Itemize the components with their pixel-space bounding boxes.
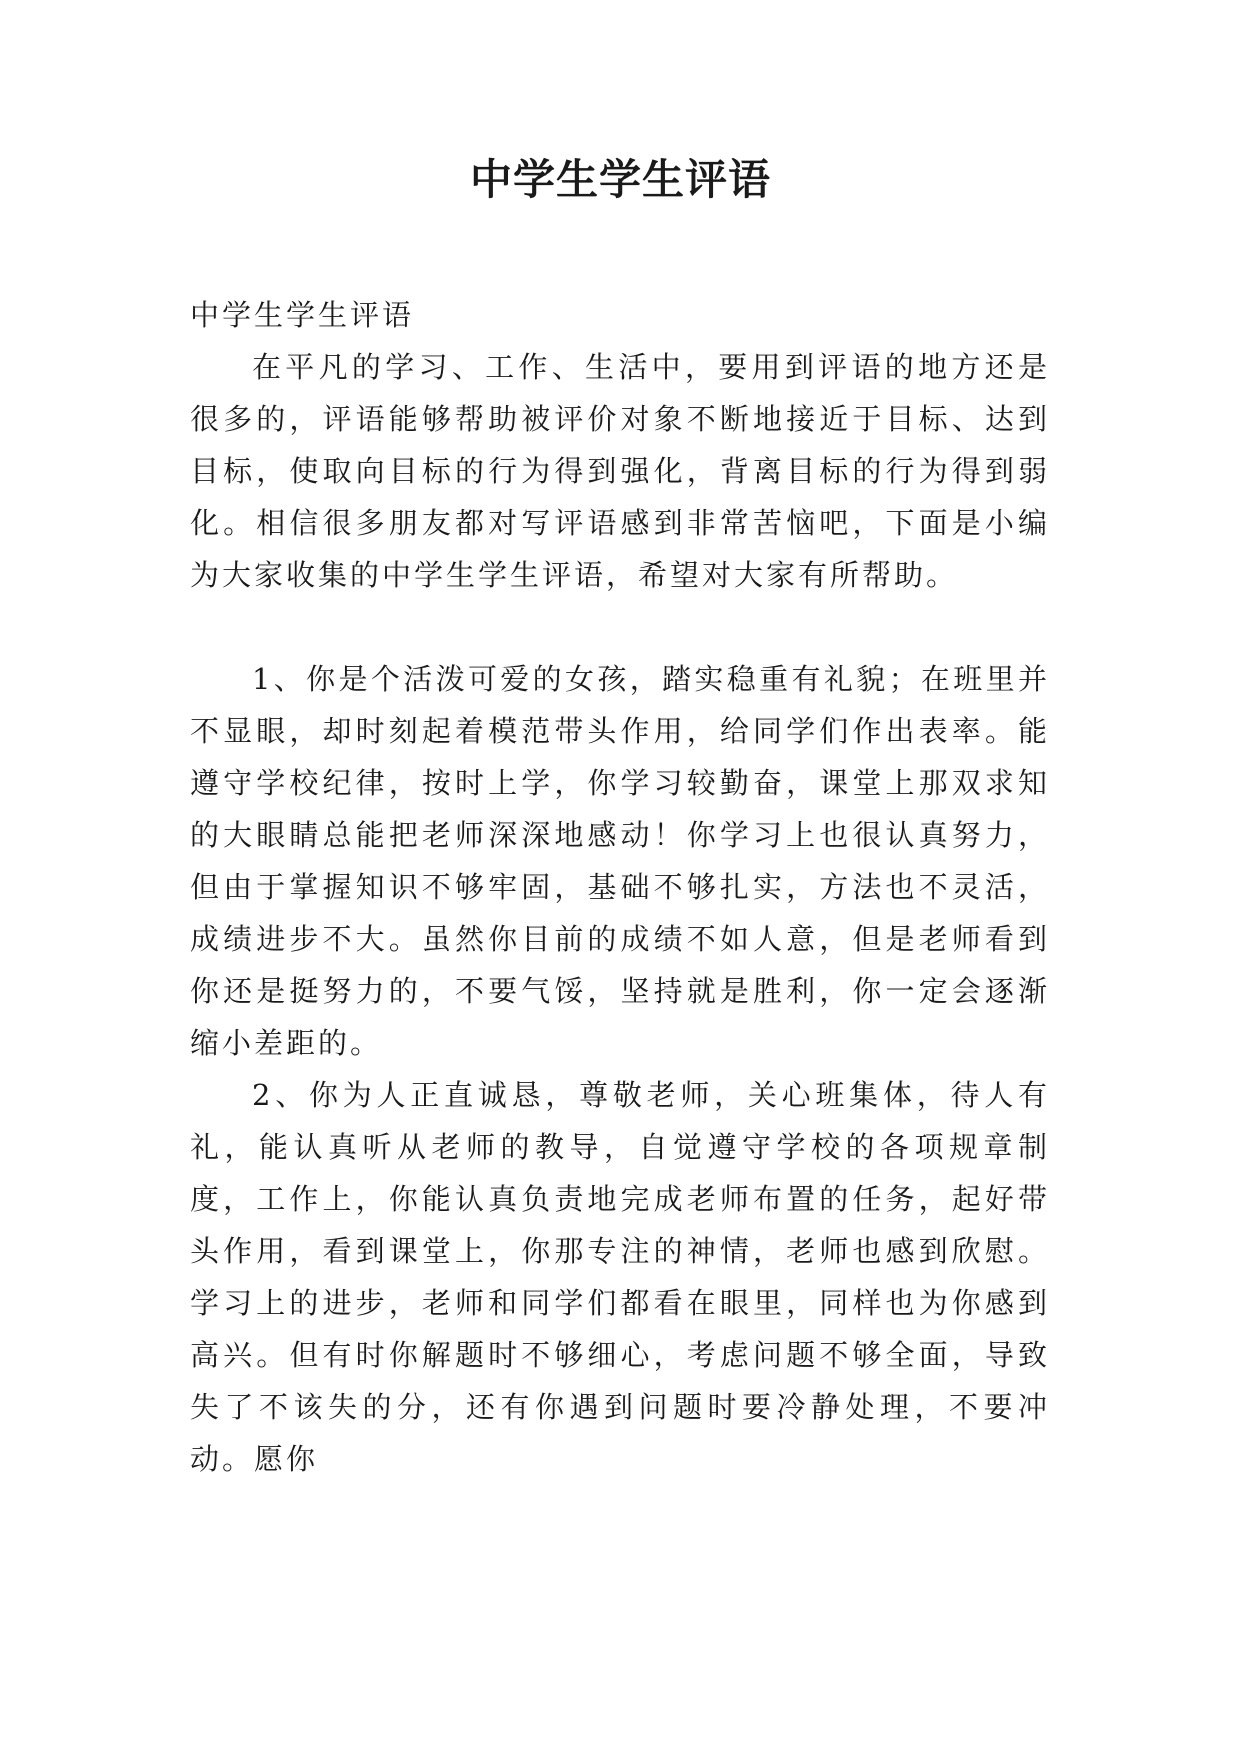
document-title: 中学生学生评语 xyxy=(469,155,771,204)
paragraph-spacer xyxy=(190,601,1050,653)
document-body xyxy=(190,289,1050,1485)
comment-item-2: 2、你为人正直诚恳，尊敬老师，关心班集体，待人有礼，能认真听从老师的教导，自觉遵守学校的各项规章制度，工作上，你能认真负责地完成老师布置的任务，起好带头作用，看到课堂上，你那专注的神情，老师也感到欣慰。学习上的进步，老师和同学们都看在眼里，同样也为你感到高兴。但有时你解题时不够细心，考虑问题不够全面，导致失了不该失的分，还有你遇到问题时要冷静处理，不要冲动。愿你 xyxy=(190,1078,1050,1476)
intro-paragraph: 在平凡的学习、工作、生活中，要用到评语的地方还是很多的，评语能够帮助被评价对象不断地接近于目标、达到目标，使取向目标的行为得到强化，背离目标的行为得到弱化。相信很多朋友都对写评语感到非常苦恼吧，下面是小编为大家收集的中学生学生评语，希望对大家有所帮助。 xyxy=(190,350,1050,592)
comment-item-1: 1、你是个活泼可爱的女孩，踏实稳重有礼貌；在班里并不显眼，却时刻起着模范带头作用，给同学们作出表率。能遵守学校纪律，按时上学，你学习较勤奋，课堂上那双求知的大眼睛总能把老师深深地感动！你学习上也很认真努力，但由于掌握知识不够牢固，基础不够扎实，方法也不灵活，成绩进步不大。虽然你目前的成绩不如人意，但是老师看到你还是挺努力的，不要气馁，坚持就是胜利，你一定会逐渐缩小差距的。 xyxy=(190,662,1050,1060)
document-subtitle: 中学生学生评语 xyxy=(190,298,415,332)
